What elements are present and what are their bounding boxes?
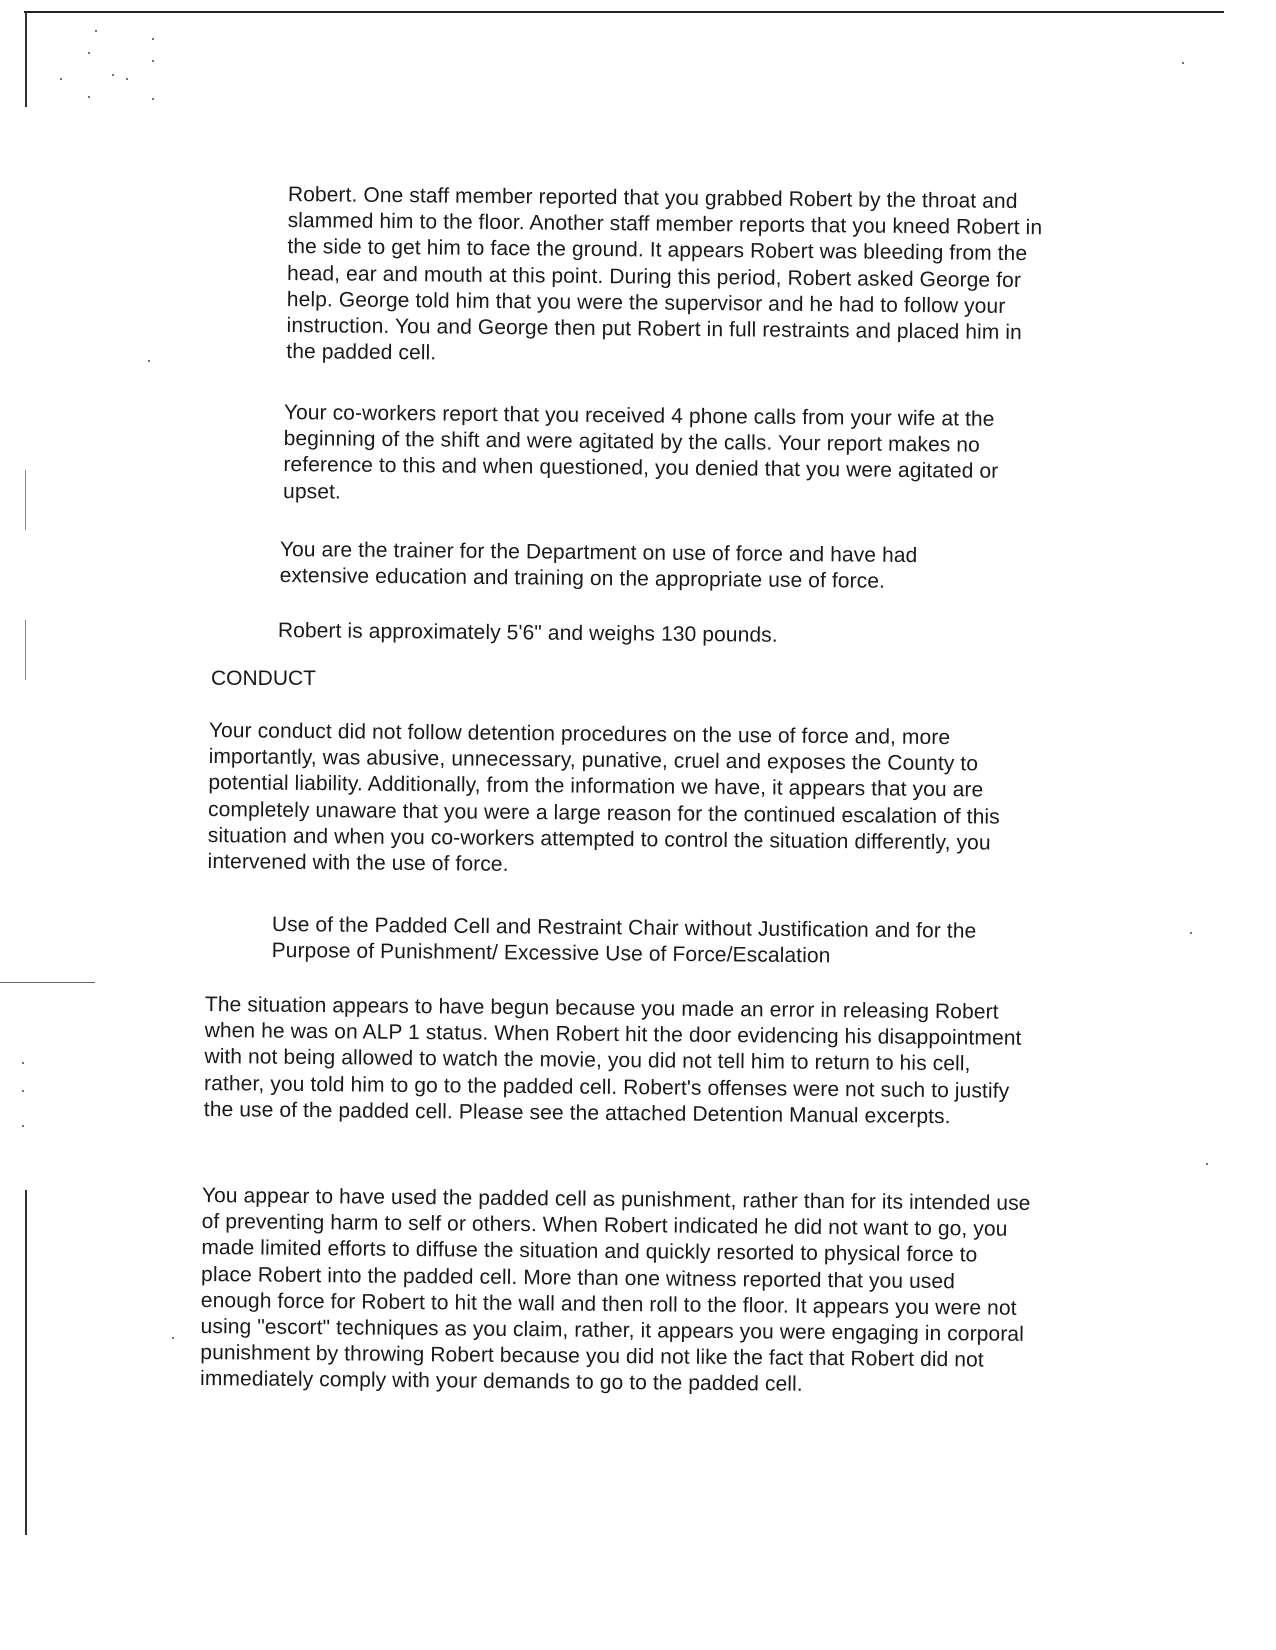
scan-speck — [148, 360, 150, 362]
scan-speck — [152, 98, 154, 100]
scan-speck — [88, 52, 90, 54]
paragraph-robert-size: Robert is approximately 5'6" and weighs 130 pounds. — [277, 618, 778, 647]
paragraph-situation-began: The situation appears to have begun because you made an error in releasing Robert when he was on ALP 1 status. When Robert hit the door evidencing his disappointment with not being allowed to watch the movie, you did not tell him to return to his cell, rather, you told him to go to the padded cell. Robert's offenses were not such to justify the use of the padded cell. Please see the attached Detention Manual excerpts. — [203, 992, 1022, 1128]
margin-rule — [0, 982, 95, 983]
scan-speck — [152, 38, 154, 40]
scan-speck — [22, 1090, 24, 1092]
scan-speck — [22, 1062, 24, 1064]
scan-speck — [60, 78, 62, 80]
scan-speck — [126, 78, 128, 80]
paragraph-phone-calls: Your co-workers report that you received 4 phone calls from your wife at the beginning of the shift and were agitated by the calls. Your report makes no reference to this and when questioned, you denied that you were agitated or upset. — [283, 400, 999, 504]
subheading-padded-cell: Use of the Padded Cell and Restraint Chair without Justification and for the Purpose of Punishment/ Excessive Use of Force/Escalation — [271, 912, 977, 968]
left-margin-line — [25, 470, 26, 530]
scan-speck — [22, 1125, 24, 1127]
scan-speck — [152, 60, 154, 62]
scan-speck — [1206, 1163, 1208, 1165]
scan-speck — [95, 30, 97, 32]
scan-speck — [112, 74, 114, 76]
scan-speck — [1182, 62, 1184, 64]
paragraph-punishment: You appear to have used the padded cell as punishment, rather than for its intended use of preventing harm to self or others. When Robert indicated he did not want to go, you made limited efforts to diffuse the situation and quickly resorted to physical force to place Robert into the padded cell. More than one witness reported that you used enough force for Robert to hit the wall and then roll to the floor. It appears you were not using "escort" techniques as you claim, rather, it appears you were engaging in corporal punishment by throwing Robert because you did not like the fact that Robert did not immediately comply with your demands to go to the padded cell. — [200, 1184, 1031, 1397]
paragraph-conduct: Your conduct did not follow detention procedures on the use of force and, more importantly, was abusive, unnecessary, punative, cruel and exposes the County to potential liability. Additionally, from the information we have, it appears that you are completely unaware that you were a large reason for the continued escalation of this situation and when you co-workers attempted to control the situation differently, you intervened with the use of force. — [207, 718, 1000, 876]
paragraph-robert-restrained: Robert. One staff member reported that you grabbed Robert by the throat and slammed him to the floor. Another staff member reports that you kneed Robert in the side to get him to face the ground. It appears Robert was bleeding from the head, ear and mouth at this point. During this period, Robert asked George for help. George told him that you were the supervisor and he had to follow your instruction. You and George then put Robert in full restraints and placed him in the padded cell. — [286, 182, 1043, 365]
top-border-line — [24, 11, 1224, 13]
left-margin-line — [25, 620, 26, 680]
scan-speck — [1190, 932, 1192, 934]
left-margin-line — [25, 12, 27, 107]
paragraph-trainer: You are the trainer for the Department on use of force and have had extensive education and training on the appropriate use of force. — [279, 537, 918, 594]
section-heading-conduct: CONDUCT — [211, 667, 316, 690]
left-margin-line — [25, 1190, 27, 1535]
scan-speck — [88, 96, 90, 98]
scan-speck — [172, 1337, 174, 1339]
